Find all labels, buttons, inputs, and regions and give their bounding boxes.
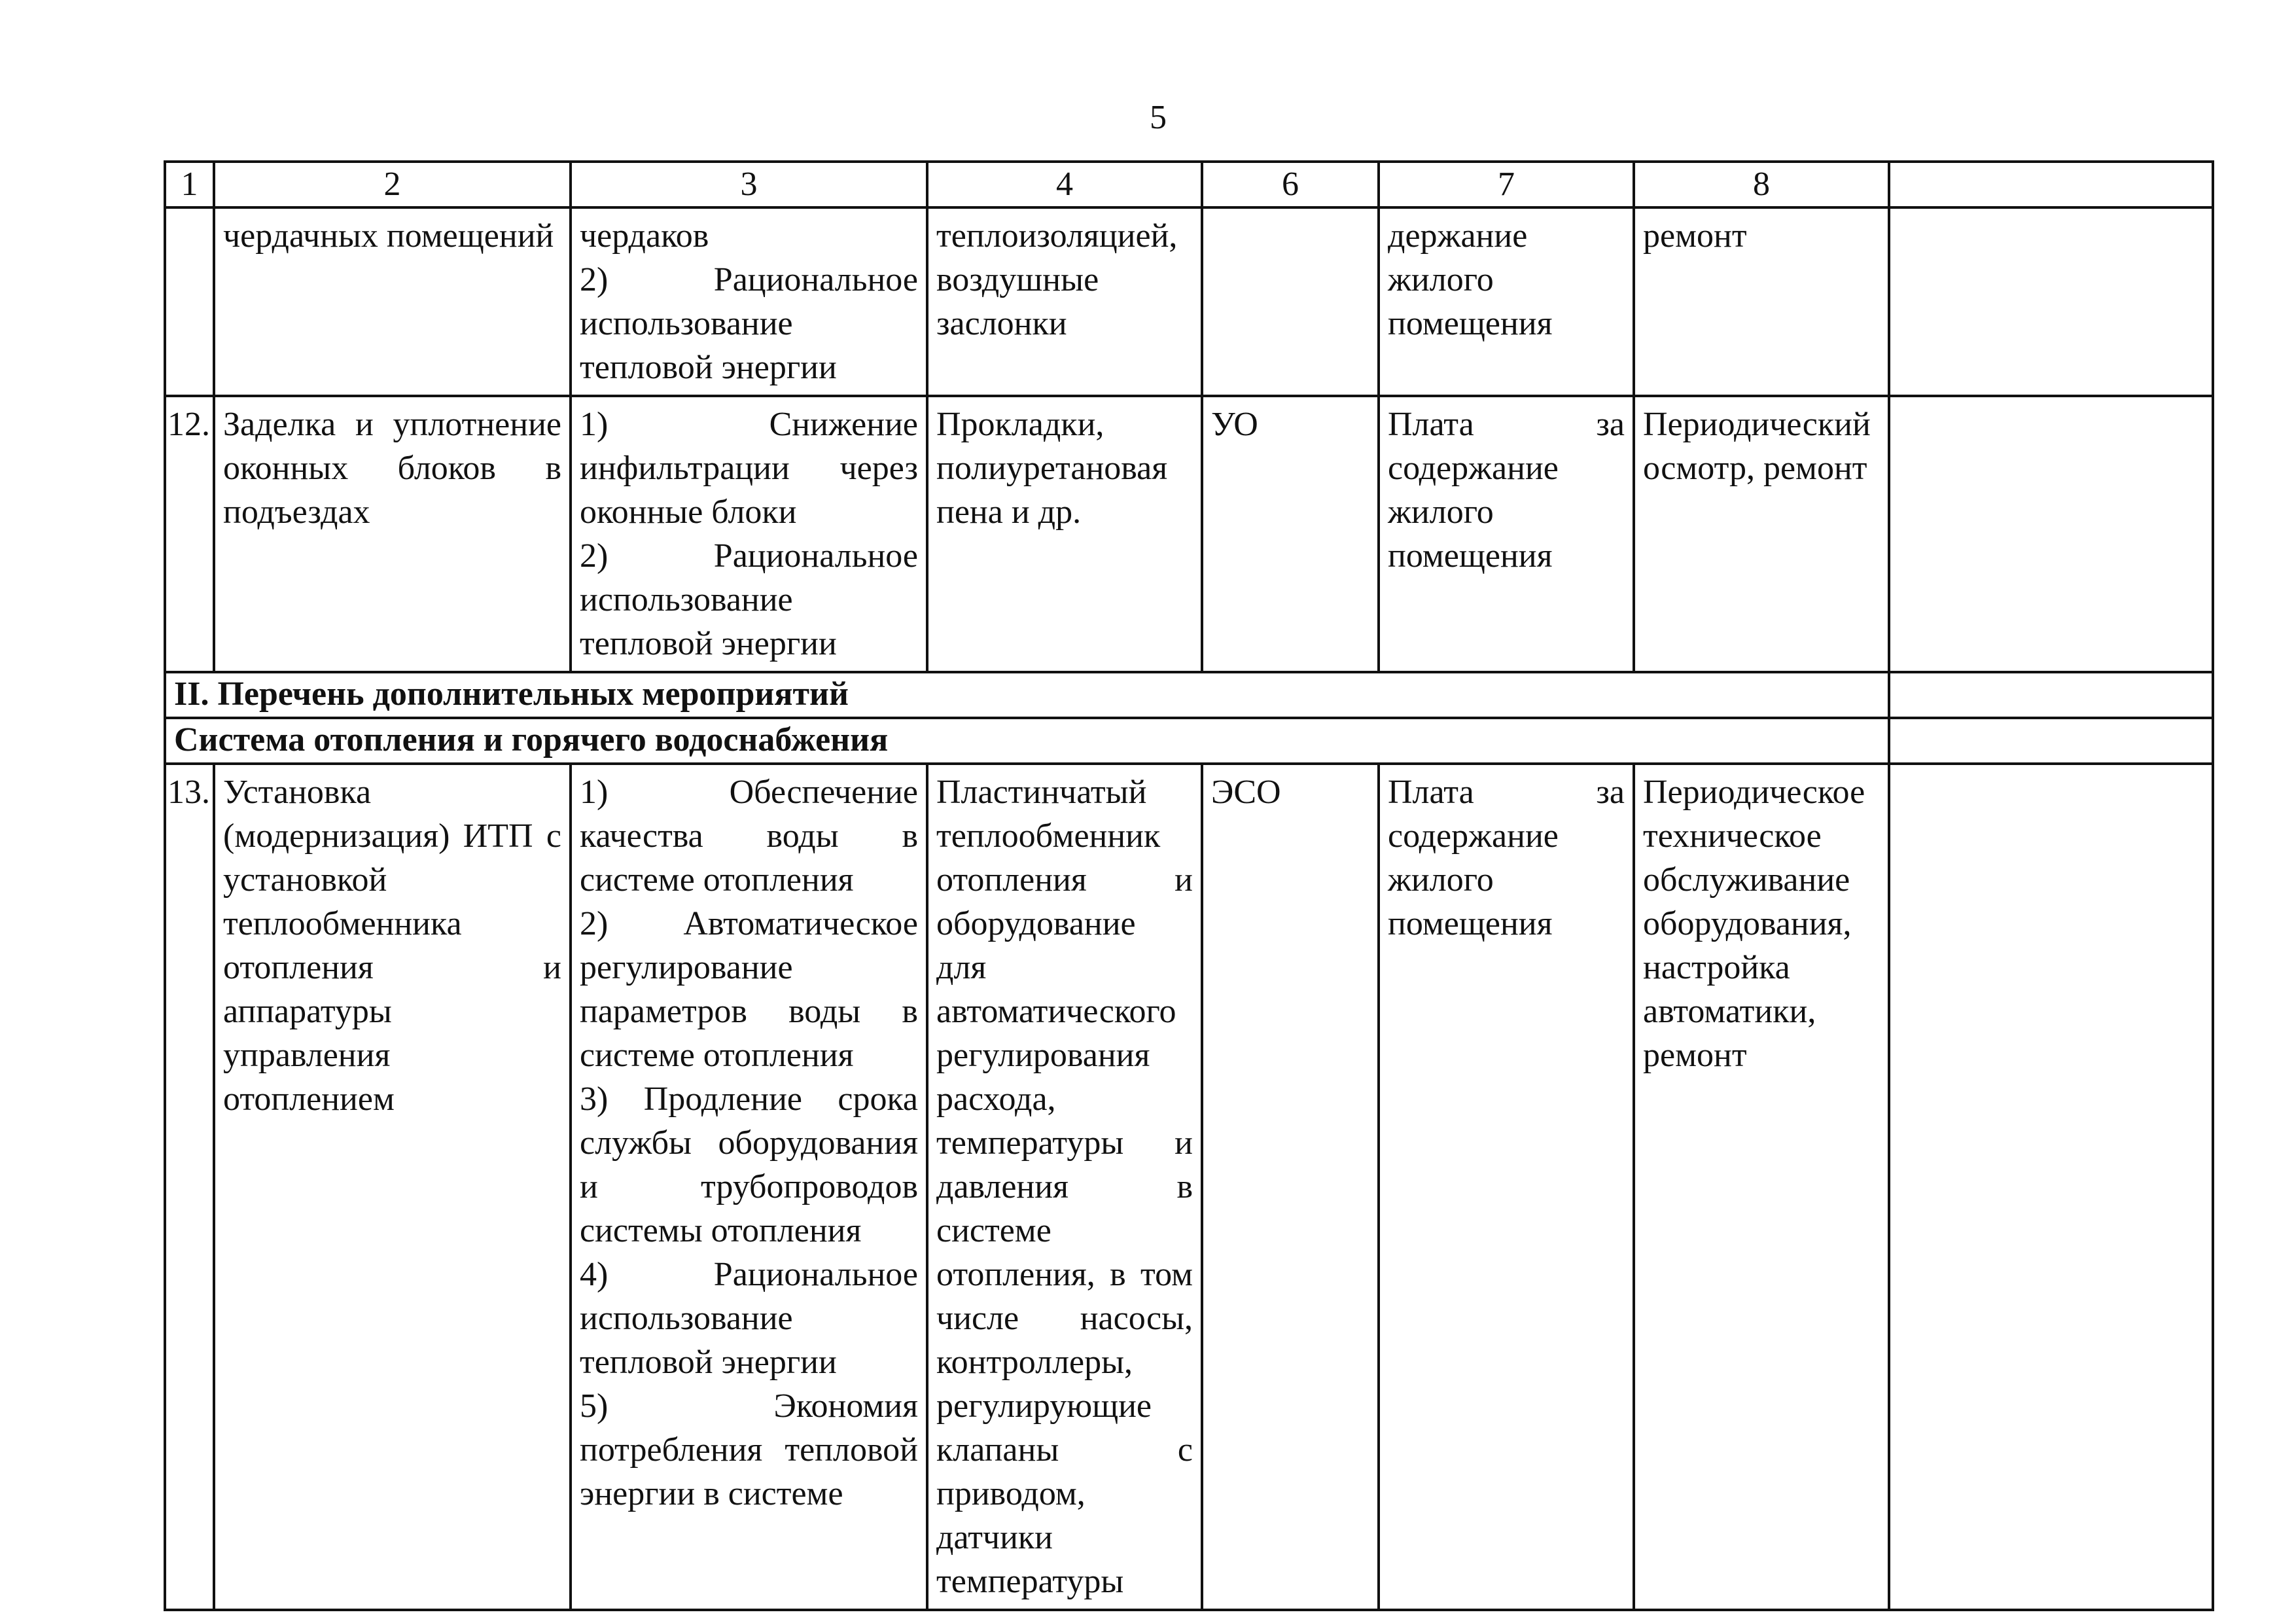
maintenance-cell: ремонт: [1634, 207, 1889, 396]
extra-cell: [1889, 207, 2213, 396]
header-col-8: 8: [1634, 162, 1889, 207]
row-number: [165, 207, 214, 396]
purpose-line: 1) Обеспечение качества воды в системе отопления: [580, 774, 918, 899]
measures-table: [164, 160, 2214, 1611]
header-row: [165, 162, 2213, 207]
section-title-additional: II. Перечень дополнительных мероприятий: [165, 672, 1889, 718]
executor-cell: ЭСО: [1202, 764, 1379, 1610]
section-title-heating: Система отопления и горячего водоснабжения: [165, 718, 1889, 764]
purpose-cell: [571, 764, 927, 1610]
purpose-cell: [571, 396, 927, 672]
executor-cell: УО: [1202, 396, 1379, 672]
measure-cell: Установка (модернизация) ИТП с установкой теплообменника отопления и аппаратуры управления отоплением: [214, 764, 571, 1610]
purpose-line: 2) Рациональное использование тепловой энергии: [580, 261, 918, 386]
maintenance-cell: Периодическое техническое обслуживание оборудования, настройка автоматики, ремонт: [1634, 764, 1889, 1610]
header-col-2: 2: [214, 162, 571, 207]
purpose-cell: [571, 207, 927, 396]
purpose-line: 2) Рациональное использование тепловой энергии: [580, 537, 918, 662]
row-number: 13.: [165, 764, 214, 1610]
funding-cell: Плата за содержание жилого помещения: [1379, 764, 1634, 1610]
section-row-heating: [165, 718, 2213, 764]
purpose-line: 2) Автоматическое регулирование параметров воды в системе отопления: [580, 905, 918, 1074]
purpose-line: 4) Рациональное использование тепловой энергии: [580, 1256, 918, 1381]
equipment-cell: Прокладки, полиуретановая пена и др.: [927, 396, 1202, 672]
executor-cell: [1202, 207, 1379, 396]
table-row: [165, 207, 2213, 396]
table-row: [165, 396, 2213, 672]
purpose-line: 1) Снижение инфильтрации через оконные блоки: [580, 406, 918, 531]
maintenance-cell: Периодический осмотр, ремонт: [1634, 396, 1889, 672]
header-col-1: 1: [165, 162, 214, 207]
header-col-4: 4: [927, 162, 1202, 207]
extra-cell: [1889, 396, 2213, 672]
row-number: 12.: [165, 396, 214, 672]
measure-cell: Заделка и уплотнение оконных блоков в подъездах: [214, 396, 571, 672]
page-number: 5: [1150, 99, 1167, 136]
header-col-7: 7: [1379, 162, 1634, 207]
measure-cell: чердачных помещений: [214, 207, 571, 396]
funding-cell: держание жилого помещения: [1379, 207, 1634, 396]
table-row: [165, 764, 2213, 1610]
header-col-extra: [1889, 162, 2213, 207]
equipment-cell: Пластинчатый теплообменник отопления и оборудование для автоматического регулирования расхода, температуры и давления в системе отопления, в том числе насосы, контроллеры, регулирующие клапаны с приводом, датчики температуры: [927, 764, 1202, 1610]
extra-cell: [1889, 672, 2213, 718]
equipment-cell: теплоизоляцией, воздушные заслонки: [927, 207, 1202, 396]
extra-cell: [1889, 764, 2213, 1610]
purpose-line: 5) Экономия потребления тепловой энергии в системе: [580, 1387, 918, 1512]
purpose-line: чердаков: [580, 217, 709, 255]
header-col-3: 3: [571, 162, 927, 207]
purpose-line: 3) Продление срока службы оборудования и трубопроводов системы отопления: [580, 1080, 918, 1249]
section-row-additional: [165, 672, 2213, 718]
header-col-6: 6: [1202, 162, 1379, 207]
funding-cell: Плата за содержание жилого помещения: [1379, 396, 1634, 672]
extra-cell: [1889, 718, 2213, 764]
